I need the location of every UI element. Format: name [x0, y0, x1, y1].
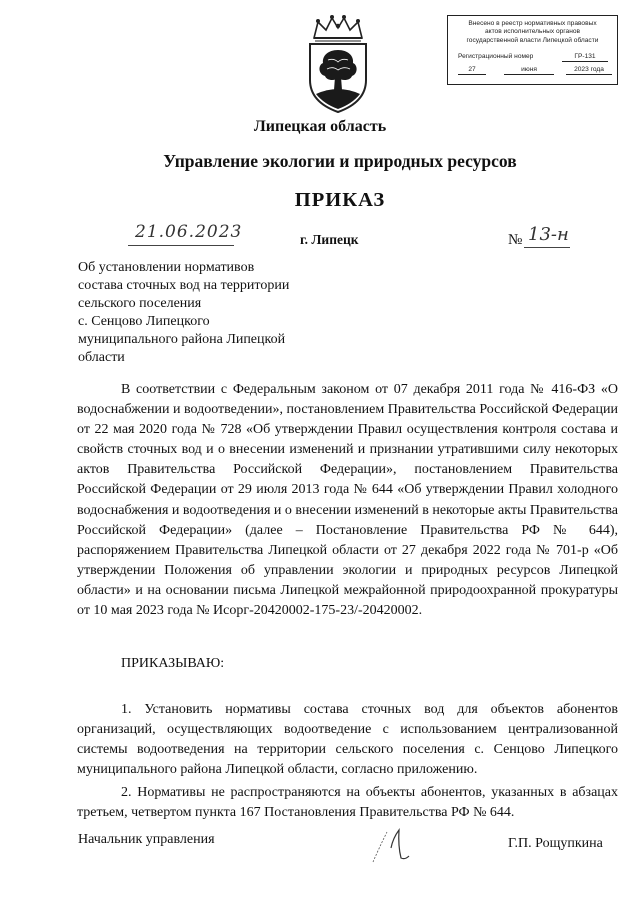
subject-line: муниципального района Липецкой [78, 332, 286, 347]
signer-position: Начальник управления [78, 832, 215, 847]
order-item: 1. Установить нормативы состава сточных вод для объектов абонентов организаций, осуществляющих водоотведение с использованием централизованной системы водоотведения на территории сельского поселения с. Сенцово Липецкого муниципального района Липецкой области, согласно приложению. [77, 702, 618, 778]
handwritten-date: 21.06.2023 [135, 222, 243, 242]
subject-line: состава сточных вод на территории [78, 278, 290, 293]
order-item: 2. Нормативы не распространяются на объекты абонентов, указанных в абзацах третьем, четвертом пункта 167 Постановления Правительства РФ № 644. [77, 785, 618, 821]
stamp-line: государственной власти Липецкой области [466, 36, 599, 44]
subject-line: Об установлении нормативов [78, 260, 255, 275]
order-subject [78, 259, 338, 367]
order-items [77, 700, 618, 827]
stamp-year: 2023 года [566, 66, 612, 75]
date-underline [128, 245, 234, 246]
stamp-month: июня [504, 66, 554, 75]
city-label: г. Липецк [300, 232, 359, 247]
subject-line: сельского поселения [78, 296, 202, 311]
registration-stamp [447, 15, 618, 85]
document-type-title: ПРИКАЗ [294, 189, 386, 211]
number-underline [524, 247, 570, 248]
subject-line: с. Сенцово Липецкого [78, 314, 210, 329]
signer-name: Г.П. Рощупкина [508, 836, 603, 851]
subject-line: области [78, 350, 125, 365]
stamp-reg-label: Регистрационный номер [458, 53, 534, 60]
department-title: Управление экологии и природных ресурсов [163, 151, 517, 171]
coat-of-arms-icon [300, 14, 376, 118]
handwritten-number: 13-н [528, 224, 569, 245]
preamble [77, 380, 618, 621]
stamp-day: 27 [458, 66, 486, 75]
stamp-line: актов исполнительных органов [484, 28, 581, 36]
number-sign: № [508, 232, 523, 248]
stamp-line: Внесено в реестр нормативных правовых [468, 20, 597, 27]
command-word: ПРИКАЗЫВАЮ: [121, 656, 225, 671]
stamp-reg-number: ГР-131 [562, 53, 608, 62]
region-title: Липецкая область [253, 118, 387, 135]
handwritten-signature-icon [365, 818, 425, 868]
preamble-paragraph: В соответствии с Федеральным законом от 07 декабря 2011 года № 416-ФЗ «О водоснабжении и водоотведении», постановлением Правительства Российской Федерации от 22 мая 2020 года № 728 «Об утверждении Правил осуществления контроля состава и свойств сточных вод и о внесении изменений и признании утратившими силу некоторых актов Правительства Российской Федерации», постановлением Правительства Российской Федерации от 29 июля 2013 года № 644 «Об утверждении Правил холодного водоснабжения и водоотведения и о внесении изменений в некоторые акты Правительства Российской Федерации» (далее – Постановление Правительства РФ № 644), распоряжением Правительства Липецкой области от 27 декабря 2022 года № 701-р «Об утверждении Положения об управлении экологии и природных ресурсов Липецкой области» и на основании письма Липецкой межрайонной природоохранной прокуратуры от 10 мая 2023 года № Исорг-20420002-175-23/-20420002. [77, 382, 618, 619]
